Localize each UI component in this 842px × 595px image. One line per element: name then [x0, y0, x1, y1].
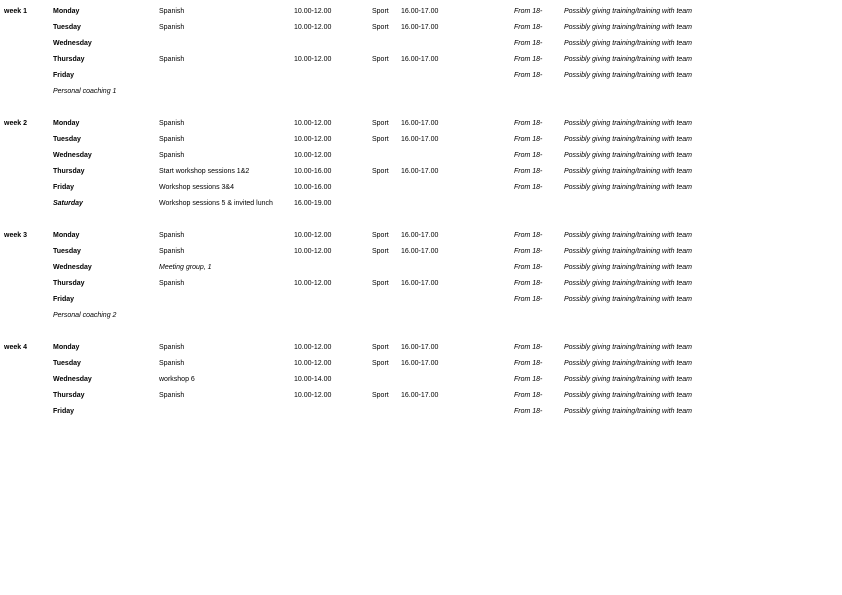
time-cell: 10.00-14.00 — [294, 376, 332, 383]
sport-time-cell: 16.00-17.00 — [401, 24, 439, 31]
sport-time-cell: 16.00-17.00 — [401, 360, 439, 367]
day-cell: Saturday — [53, 200, 83, 207]
note-cell: Possibly giving training/training with team — [564, 8, 693, 15]
schedule-row — [0, 24, 842, 40]
sport-cell: Sport — [372, 360, 389, 367]
schedule-row — [0, 280, 842, 296]
time-cell: 10.00-12.00 — [294, 24, 332, 31]
from-time-cell: From 18- — [514, 120, 543, 127]
day-cell: Monday — [53, 344, 80, 351]
schedule-row — [0, 40, 842, 56]
note-cell: Possibly giving training/training with team — [564, 264, 693, 271]
schedule-row — [0, 56, 842, 72]
activity-cell: Spanish — [159, 344, 185, 351]
activity-cell: Spanish — [159, 152, 185, 159]
note-cell: Possibly giving training/training with team — [564, 184, 693, 191]
week-label: week 2 — [4, 120, 27, 127]
coaching-row — [0, 312, 842, 328]
schedule-row — [0, 232, 842, 248]
day-cell: Wednesday — [53, 40, 92, 47]
week-label: week 4 — [4, 344, 27, 351]
from-time-cell: From 18- — [514, 232, 543, 239]
day-cell: Tuesday — [53, 136, 81, 143]
note-cell: Possibly giving training/training with team — [564, 376, 693, 383]
note-cell: Possibly giving training/training with team — [564, 56, 693, 63]
note-cell: Possibly giving training/training with team — [564, 72, 693, 79]
schedule-row — [0, 360, 842, 376]
day-cell: Monday — [53, 232, 80, 239]
activity-cell: Spanish — [159, 248, 185, 255]
time-cell: 10.00-12.00 — [294, 120, 332, 127]
day-cell: Thursday — [53, 392, 85, 399]
activity-cell: workshop 6 — [159, 376, 195, 383]
sport-time-cell: 16.00-17.00 — [401, 344, 439, 351]
day-cell: Monday — [53, 120, 80, 127]
activity-cell: Spanish — [159, 280, 185, 287]
personal-coaching-label: Personal coaching 2 — [53, 312, 117, 319]
from-time-cell: From 18- — [514, 40, 543, 47]
activity-cell: Spanish — [159, 8, 185, 15]
day-cell: Tuesday — [53, 360, 81, 367]
from-time-cell: From 18- — [514, 8, 543, 15]
from-time-cell: From 18- — [514, 264, 543, 271]
sport-cell: Sport — [372, 8, 389, 15]
day-cell: Thursday — [53, 280, 85, 287]
from-time-cell: From 18- — [514, 376, 543, 383]
personal-coaching-label: Personal coaching 1 — [53, 88, 117, 95]
sport-time-cell: 16.00-17.00 — [401, 120, 439, 127]
from-time-cell: From 18- — [514, 184, 543, 191]
note-cell: Possibly giving training/training with team — [564, 392, 693, 399]
sport-time-cell: 16.00-17.00 — [401, 392, 439, 399]
from-time-cell: From 18- — [514, 392, 543, 399]
activity-cell: Spanish — [159, 136, 185, 143]
from-time-cell: From 18- — [514, 72, 543, 79]
time-cell: 16.00-19.00 — [294, 200, 332, 207]
schedule-row — [0, 120, 842, 136]
sport-time-cell: 16.00-17.00 — [401, 168, 439, 175]
sport-cell: Sport — [372, 136, 389, 143]
activity-cell: Spanish — [159, 56, 185, 63]
from-time-cell: From 18- — [514, 56, 543, 63]
day-cell: Friday — [53, 408, 75, 415]
day-cell: Thursday — [53, 56, 85, 63]
time-cell: 10.00-12.00 — [294, 248, 332, 255]
activity-cell: Spanish — [159, 24, 185, 31]
day-cell: Thursday — [53, 168, 85, 175]
note-cell: Possibly giving training/training with team — [564, 296, 693, 303]
from-time-cell: From 18- — [514, 408, 543, 415]
schedule-row — [0, 392, 842, 408]
time-cell: 10.00-12.00 — [294, 344, 332, 351]
sport-cell: Sport — [372, 120, 389, 127]
note-cell: Possibly giving training/training with team — [564, 248, 693, 255]
activity-cell: Spanish — [159, 120, 185, 127]
note-cell: Possibly giving training/training with team — [564, 152, 693, 159]
schedule-row — [0, 136, 842, 152]
day-cell: Wednesday — [53, 376, 92, 383]
activity-cell: Workshop sessions 5 & invited lunch — [159, 200, 273, 207]
from-time-cell: From 18- — [514, 136, 543, 143]
sport-time-cell: 16.00-17.00 — [401, 8, 439, 15]
schedule-row — [0, 184, 842, 200]
from-time-cell: From 18- — [514, 152, 543, 159]
note-cell: Possibly giving training/training with team — [564, 168, 693, 175]
schedule-row — [0, 168, 842, 184]
day-cell: Monday — [53, 8, 80, 15]
schedule-row — [0, 200, 842, 216]
sport-cell: Sport — [372, 248, 389, 255]
time-cell: 10.00-12.00 — [294, 360, 332, 367]
sport-cell: Sport — [372, 280, 389, 287]
week-label: week 1 — [4, 8, 27, 15]
time-cell: 10.00-12.00 — [294, 232, 332, 239]
time-cell: 10.00-12.00 — [294, 152, 332, 159]
note-cell: Possibly giving training/training with team — [564, 280, 693, 287]
day-cell: Tuesday — [53, 24, 81, 31]
sport-cell: Sport — [372, 56, 389, 63]
activity-cell: Workshop sessions 3&4 — [159, 184, 234, 191]
schedule-row — [0, 248, 842, 264]
schedule-row — [0, 376, 842, 392]
activity-cell: Meeting group, 1 — [159, 264, 212, 271]
sport-time-cell: 16.00-17.00 — [401, 136, 439, 143]
day-cell: Friday — [53, 296, 75, 303]
note-cell: Possibly giving training/training with team — [564, 40, 693, 47]
note-cell: Possibly giving training/training with team — [564, 136, 693, 143]
sport-cell: Sport — [372, 24, 389, 31]
sport-time-cell: 16.00-17.00 — [401, 280, 439, 287]
time-cell: 10.00-12.00 — [294, 392, 332, 399]
sport-cell: Sport — [372, 168, 389, 175]
activity-cell: Spanish — [159, 392, 185, 399]
activity-cell: Spanish — [159, 232, 185, 239]
week-label: week 3 — [4, 232, 27, 239]
note-cell: Possibly giving training/training with team — [564, 24, 693, 31]
from-time-cell: From 18- — [514, 248, 543, 255]
note-cell: Possibly giving training/training with team — [564, 232, 693, 239]
coaching-row — [0, 88, 842, 104]
schedule-row — [0, 152, 842, 168]
day-cell: Friday — [53, 184, 75, 191]
schedule-row — [0, 344, 842, 360]
activity-cell: Spanish — [159, 360, 185, 367]
day-cell: Wednesday — [53, 152, 92, 159]
note-cell: Possibly giving training/training with team — [564, 360, 693, 367]
time-cell: 10.00-12.00 — [294, 8, 332, 15]
sport-time-cell: 16.00-17.00 — [401, 56, 439, 63]
note-cell: Possibly giving training/training with team — [564, 408, 693, 415]
schedule-row — [0, 72, 842, 88]
day-cell: Wednesday — [53, 264, 92, 271]
activity-cell: Start workshop sessions 1&2 — [159, 168, 250, 175]
time-cell: 10.00-12.00 — [294, 280, 332, 287]
sport-cell: Sport — [372, 232, 389, 239]
sport-time-cell: 16.00-17.00 — [401, 248, 439, 255]
time-cell: 10.00-12.00 — [294, 56, 332, 63]
time-cell: 10.00-12.00 — [294, 136, 332, 143]
from-time-cell: From 18- — [514, 360, 543, 367]
from-time-cell: From 18- — [514, 24, 543, 31]
time-cell: 10.00-16.00 — [294, 168, 332, 175]
note-cell: Possibly giving training/training with team — [564, 120, 693, 127]
from-time-cell: From 18- — [514, 296, 543, 303]
note-cell: Possibly giving training/training with team — [564, 344, 693, 351]
time-cell: 10.00-16.00 — [294, 184, 332, 191]
sport-time-cell: 16.00-17.00 — [401, 232, 439, 239]
from-time-cell: From 18- — [514, 168, 543, 175]
day-cell: Friday — [53, 72, 75, 79]
day-cell: Tuesday — [53, 248, 81, 255]
schedule-row — [0, 8, 842, 24]
schedule-row — [0, 296, 842, 312]
schedule-row — [0, 408, 842, 424]
from-time-cell: From 18- — [514, 344, 543, 351]
sport-cell: Sport — [372, 344, 389, 351]
schedule-row — [0, 264, 842, 280]
sport-cell: Sport — [372, 392, 389, 399]
from-time-cell: From 18- — [514, 280, 543, 287]
